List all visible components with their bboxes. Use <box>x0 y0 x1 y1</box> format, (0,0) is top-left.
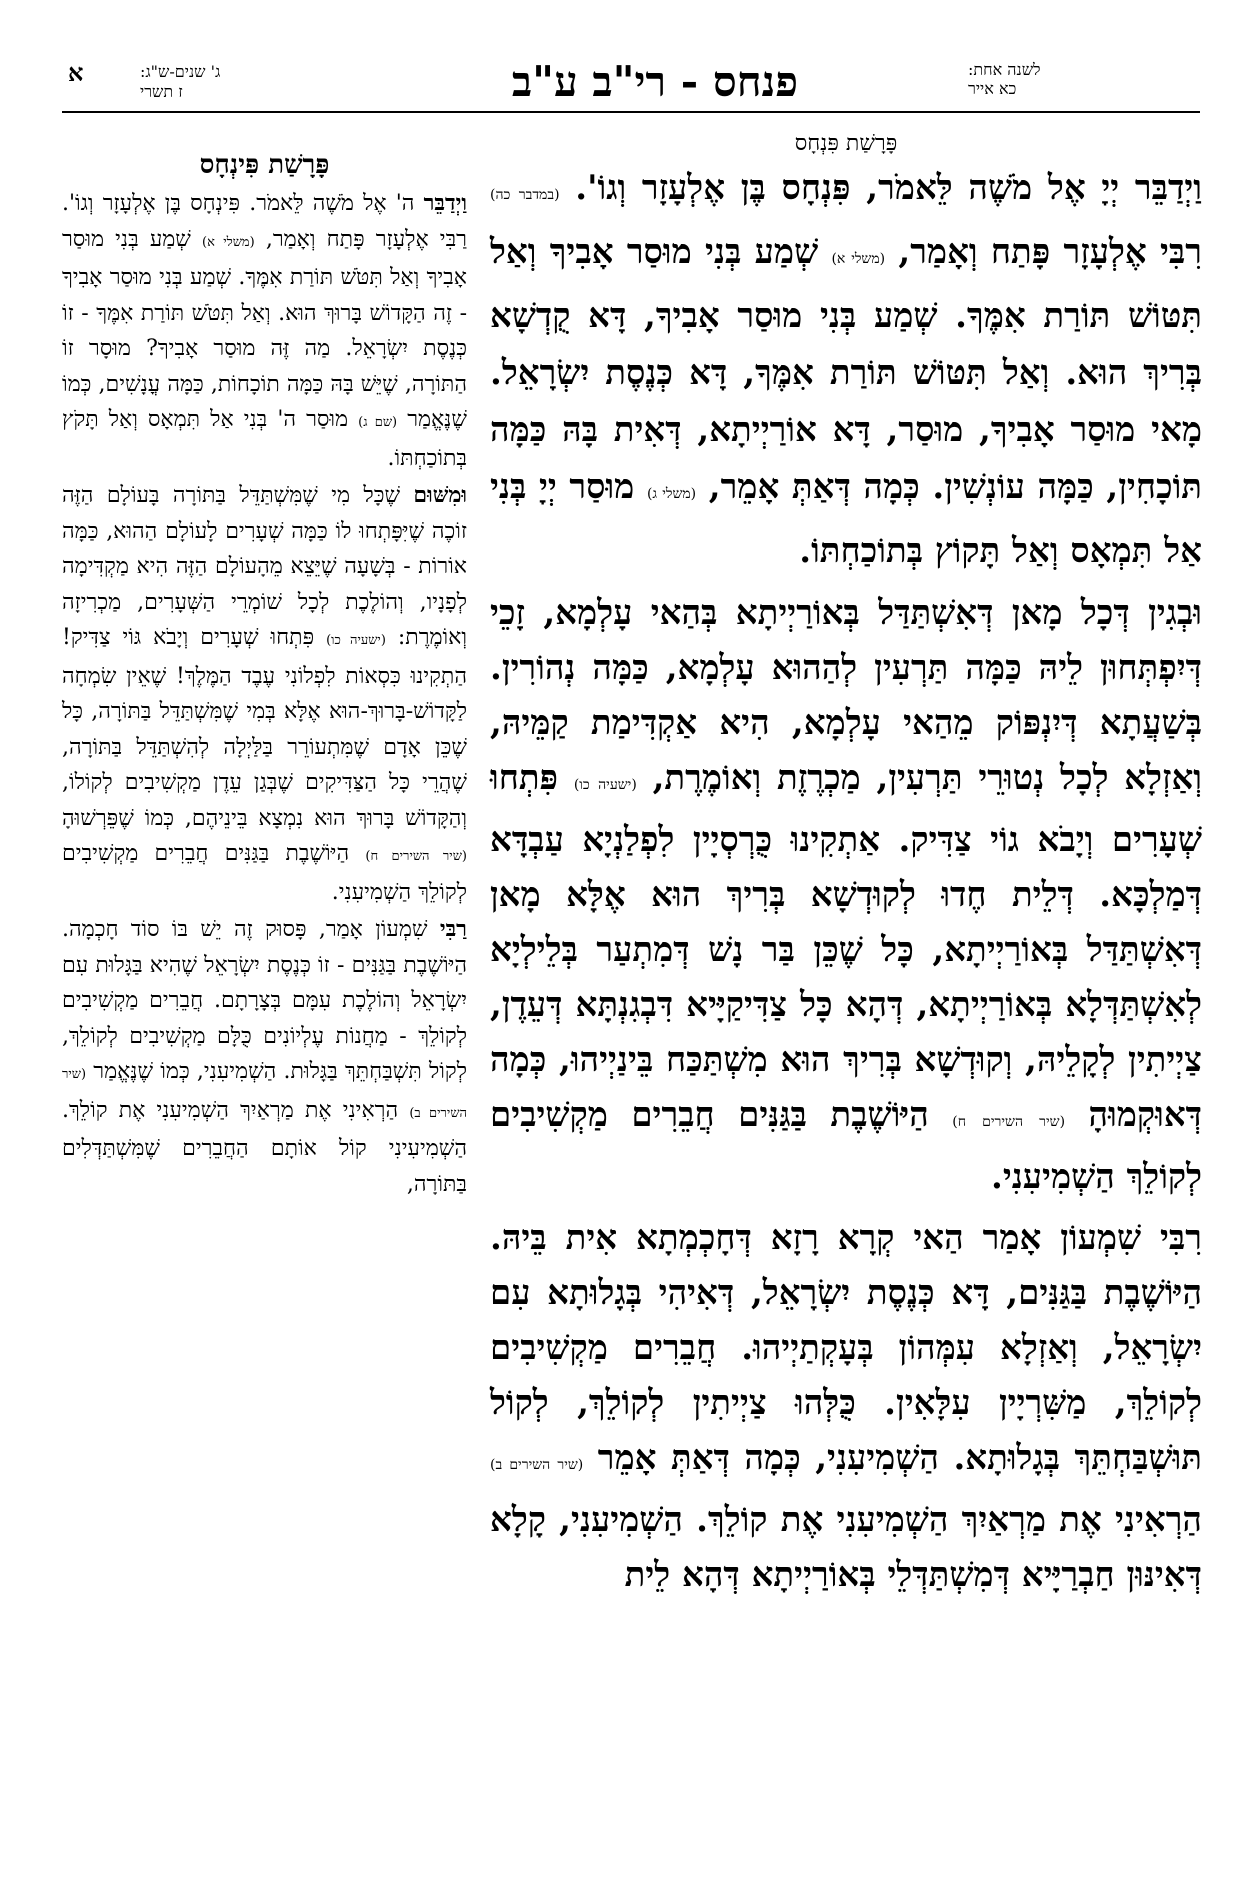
main-p1-text-c: שְׁמַע בְּנִי מוּסַר אָבִיךָ וְאַל תִּטּוֹשׁ תּוֹרַת אִמֶּךָ. שְׁמַע בְּנִי מוּסַר אָבִיךָ, דָּא קֻדְשָׁא בְּרִיךְ הוּא. וְאַל תִּטּוֹשׁ תּוֹרַת אִמֶּךָ, דָּא כְּנֶסֶת יִשְׂרָאֵל. מָאי מוּסַר אָבִיךָ, מוּסַר, דָּא אוֹרַיְיתָא, דְּאִית בָּהּ כַּמָּה תּוֹכָחִין, כַּמָּה עוֹנְשִׁין. כְּמָה דְּאַתְּ אָמֵר, <box>490 232 1203 507</box>
main-p2-ref-1: (ישעיה כו) <box>573 777 637 793</box>
main-p1-ref-1: (במדבר כה) <box>490 187 560 203</box>
main-p2-ref-2: (שיר השירים ח) <box>952 1114 1066 1130</box>
side-paragraph-2 <box>62 478 467 910</box>
main-text <box>490 160 1202 1603</box>
header-one-year-date: כא אייר <box>968 79 1017 98</box>
side-p3-text-a: שִׁמְעוֹן אָמַר, פָּסוּק זֶה יֵשׁ בּוֹ סוֹד חָכְמָה. הַיּוֹשֶׁבֶת בַּגַּנִּים - זוֹ כְּנֶסֶת יִשְׂרָאֵל שֶׁהִיא בַּגָּלוּת עִם יִשְׂרָאֵל וְהוֹלֶכֶת עִמָּם בְּצָרָתָם. חֲבֵרִים מַקְשִׁיבִים לְקוֹלֵךְ - מַחֲנוֹת עֶלְיוֹנִים כֻּלָּם מַקְשִׁיבִים לְקוֹלֵךְ, לְקוֹל תִּשְׁבַּחְתֵּךְ בַּגָּלוּת. הַשְׁמִיעִנִי, כְּמוֹ שֶׁנֶּאֱמַר <box>62 917 467 1084</box>
main-paragraph-1 <box>490 160 1202 580</box>
main-p3-ref-1: (שיר השירים ב) <box>490 1457 584 1473</box>
side-p1-text-a: ה' אֶל מֹשֶׁה לֵּאמֹר. פִּינְחָס בֶּן אֶלְעָזָר וְגוֹ'. רַבִּי אֶלְעָזָר פָּתַח וְאָמַר, <box>62 191 467 252</box>
column-gap <box>478 130 479 1830</box>
main-paragraph-2 <box>490 586 1202 1205</box>
main-p2-text-c: הַיּוֹשֶׁבֶת בַּגַּנִּים חֲבֵרִים מַקְשִׁיבִים לְקוֹלֵךְ הַשְׁמִיעִנִי. <box>490 1095 1202 1197</box>
header-three-years-label: ג' שנים-ש"ג: <box>140 62 221 81</box>
side-text <box>62 186 467 1202</box>
main-heading: פָּרָשַׁת פִּנְחָס <box>794 131 898 156</box>
side-p1-ref-2: (שם ג) <box>358 415 398 430</box>
side-paragraph-3 <box>62 912 467 1202</box>
side-column <box>62 148 467 1204</box>
header-rule <box>62 111 1200 113</box>
main-p3-text-b: הַרְאִינִי אֶת מַרְאַיִךְ הַשְׁמִיעִנִי אֶת קוֹלֵךְ. הַשְׁמִיעִנִי, קָלָא דְּאִינּוּן חַבְרַיָּיא דְּמִשְׁתַּדְּלֵי בְּאוֹרַיְיתָא דְּהָא לֵית <box>490 1500 1202 1595</box>
header-left-block <box>968 60 1193 98</box>
side-p3-text-b: הַרְאִינִי אֶת מַרְאַיִךְ הַשְׁמִיעִנִי אֶת קוֹלֵךְ. הַשְׁמִיעִינִי קוֹל אוֹתָם הַחֲבֵרִים שֶׁמִּשְׁתַּדְּלִים בַּתּוֹרָה, <box>62 1097 467 1197</box>
side-p2-ref-2: (שיר השירים ח) <box>365 849 467 864</box>
side-paragraph-1 <box>62 186 467 476</box>
side-p2-text-a: שֶׁכָּל מִי שֶׁמִּשְׁתַּדֵּל בַּתּוֹרָה בָּעוֹלָם הַזֶּה זוֹכֶה שֶׁיִּפָּתְחוּ לוֹ כַּמָּה שְׁעָרִים לָעוֹלָם הַהוּא, כַּמָּה אוֹרוֹת - בְּשָׁעָה שֶׁיֵּצֵא מֵהָעוֹלָם הַזֶּה הִיא מַקְדִּימָה לְפָנָיו, וְהוֹלֶכֶת לְכָל שׁוֹמְרֵי הַשְּׁעָרִים, מַכְרִיזָה וְאוֹמֶרֶת: <box>62 483 468 650</box>
main-column <box>490 130 1202 1609</box>
header-right-block <box>140 62 370 102</box>
side-p1-ref-1: (משלי א) <box>202 234 255 250</box>
main-p1-text-d: מוּסַר יְיָ בְּנִי אַל תִּמְאָס וְאַל תָּקוֹץ בְּתוֹכַחְתּוֹ. <box>490 467 1202 571</box>
side-p2-lead: וּמִשּׁוּם <box>413 482 467 508</box>
side-p1-lead: וַיְדַבֵּר <box>423 190 467 216</box>
main-p2-text-a: וּבְגִין דְּכָל מָאן דְּאִשְׁתַּדַּל בְּאוֹרַיְיתָא בְּהַאי עָלְמָא, זָכֵי דְּיִפְתְּחוּן לֵיהּ כַּמָּה תַּרְעִין לְהַהוּא עָלְמָא, כַּמָּה נְהוֹרִין. בְּשַׁעֲתָא דְּיִנְפּוֹק מֵהַאי עָלְמָא, הִיא אַקְדִּימַת קַמֵּיהּ, וְאַזְלָא לְכָל נְטוּרֵי תַּרְעִין, מַכְרֶזֶת וְאוֹמֶרֶת, <box>490 593 1203 798</box>
main-paragraph-3 <box>490 1211 1202 1603</box>
main-p1-ref-2: (משלי א) <box>831 251 886 267</box>
main-p3-text-a: רִבִּי שִׁמְעוֹן אָמַר הַאי קְרָא רָזָא דְּחָכְמְתָא אִית בֵּיהּ. הַיּוֹשֶׁבֶת בַּגַּנִּים, דָּא כְּנֶסֶת יִשְׂרָאֵל, דְּאִיהִי בְּגָלוּתָא עִם יִשְׂרָאֵל, וְאַזְלָא עִמְּהוֹן בְּעָקְתַיְיהוּ. חֲבֵרִים מַקְשִׁיבִים לְקוֹלֵךְ, מַשִּׁרְיָין עִלָּאִין. כֻּלְּהוּ צַיְיתִין לְקוֹלֵךְ, לְקוֹל תּוּשְׁבַּחְתֵּךְ בְּגָלוּתָא. הַשְׁמִיעִנִי, כְּמָה דְּאַתְּ אָמֵר <box>490 1218 1202 1478</box>
side-p1-text-c: מוּסַר ה' בְּנִי אַל תִּמְאָס וְאַל תָּקֹץ בְּתוֹכַחְתּוֹ. <box>62 407 467 471</box>
side-p2-text-b: פִּתְחוּ שְׁעָרִים וְיָבֹא גּוֹי צַדִּיק! הַתְקִינוּ כִּסְאוֹת לִפְלוֹנִי עֶבֶד הַמֶּלֶךְ! שֶׁאֵין שִׂמְחָה לַקָּדוֹשׁ-בָּרוּךְ-הוּא אֶלָּא בְּמִי שֶׁמִּשְׁתַּדֵּל בַּתּוֹרָה, כָּל שֶׁכֵּן אָדָם שֶׁמִּתְעוֹרֵר בַּלַּיְלָה לְהִשְׁתַּדֵּל בַּתּוֹרָה, שֶׁהֲרֵי כָּל הַצַּדִּיקִים שֶׁבְּגַן עֵדֶן מַקְשִׁיבִים לְקוֹלוֹ, וְהַקָּדוֹשׁ בָּרוּךְ הוּא נִמְצָא בֵּינֵיהֶם, כְּמוֹ שֶׁפֵּרְשׁוּהָ <box>62 625 467 831</box>
side-p3-lead: רַבִּי <box>439 916 467 942</box>
side-p3-ref-1: (שיר השירים ב) <box>62 1067 467 1121</box>
header-one-year-label: לשנה אחת: <box>968 60 1041 79</box>
main-p1-text-b: רִבִּי אֶלְעָזָר פָּתַח וְאָמַר, <box>885 232 1202 272</box>
side-heading: פָּרָשַׁת פִּינְחָס <box>199 150 330 180</box>
page-title: פנחס - רי"ב ע"ב <box>511 57 799 106</box>
side-p2-ref-1: (ישעיה כו) <box>326 633 386 648</box>
main-p1-text-a: וַיְדַבֵּר יְיָ אֶל מֹשֶׁה לֵּאמֹר, פִּנְחָס בֶּן אֶלְעָזָר וְגוֹ'. <box>559 168 1202 208</box>
side-p2-text-c: הַיּוֹשֶׁבֶת בַּגַּנִּים חֲבֵרִים מַקְשִׁיבִים לְקוֹלֵךְ הַשְׁמִיעִנִי. <box>62 841 467 905</box>
side-p1-text-b: שְׁמַע בְּנִי מוּסַר אָבִיךָ וְאַל תִּטֹּשׁ תּוֹרַת אִמֶּךָ. שְׁמַע בְּנִי מוּסַר אָבִיךָ - זֶה הַקָּדוֹשׁ בָּרוּךְ הוּא. וְאַל תִּטֹּשׁ תּוֹרַת אִמֶּךָ - זוֹ כְּנֶסֶת יִשְׂרָאֵל. מַה זֶּה מוּסַר אָבִיךָ? מוּסָר זוֹ הַתּוֹרָה, שֶׁיֵּשׁ בָּהּ כַּמָּה תוֹכָחוֹת, כַּמָּה עֳנָשִׁים, כְּמוֹ שֶׁנֶּאֱמַר <box>62 226 467 432</box>
main-p1-ref-3: (משלי ג) <box>646 486 697 502</box>
main-p2-text-b: פִּתְחוּ שְׁעָרִים וְיָבֹא גוֹי צַדִּיק. אַתְקִינוּ כֻּרְסְיָין לִפְלַנְיָא עַבְדָּא דְּמַלְכָּא. דְּלֵית חֶדוּ לְקוּדְשָׁא בְּרִיךְ הוּא אֶלָּא מָאן דְּאִשְׁתַּדַּל בְּאוֹרַיְיתָא, כָּל שֶׁכֵּן בַּר נָשׁ דְּמִתְעַר בְּלֵילְיָא לְאִשְׁתַּדְּלָא בְּאוֹרַיְיתָא, דְּהָא כָּל צַדִּיקַיָּיא דִּבְגִנְתָּא דְּעֵדֶן, צַיְיתִין לְקָלֵיהּ, וְקוּדְשָׁא בְּרִיךְ הוּא מִשְׁתַּכַּח בֵּינַיְיהוּ, כְּמָה דְּאוּקְמוּהָ <box>490 758 1203 1135</box>
header-three-years-date: ז תשרי <box>140 82 183 101</box>
page-letter: א <box>68 58 84 87</box>
